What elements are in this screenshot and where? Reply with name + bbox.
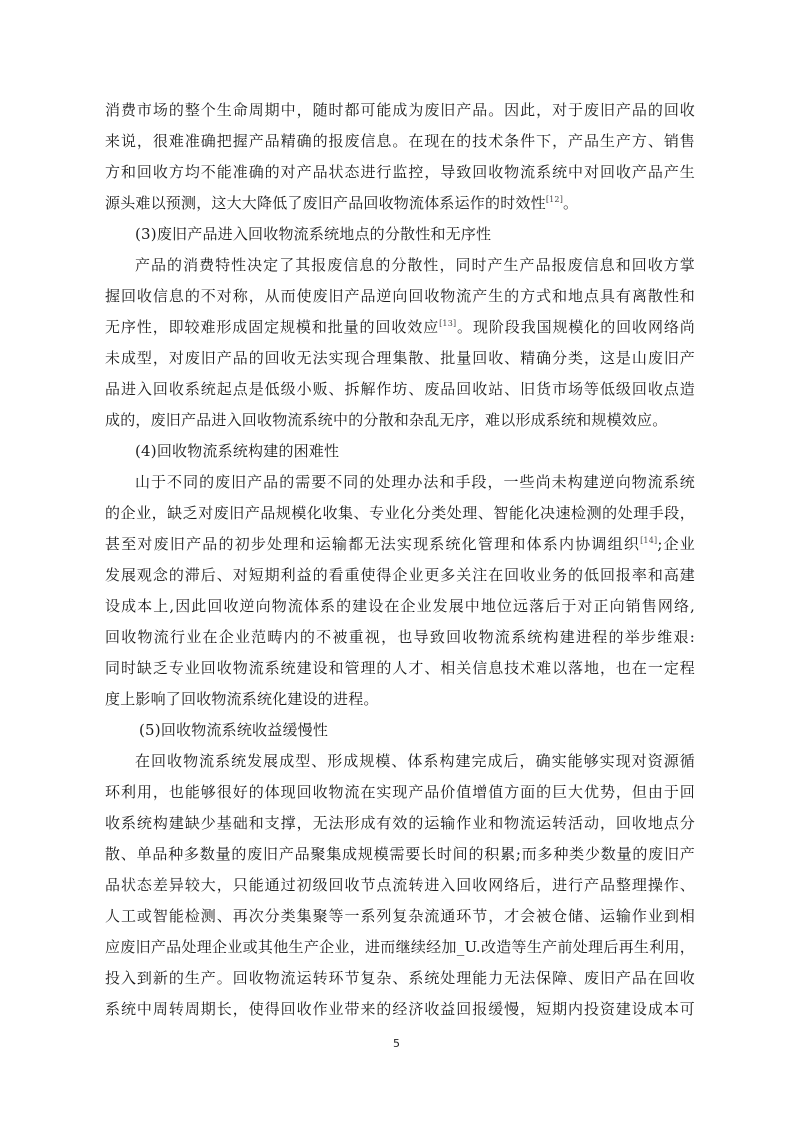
text-line: 环利用，也能够很好的体现回收物流在实现产品价值增值方面的巨大优势，但由于回 [105, 783, 695, 801]
text-line: 收系统构建缺少基础和支撑，无法形成有效的运输作业和物流运转活动，回收地点分 [105, 814, 695, 832]
text-line: 品状态差异较大，只能通过初级回收节点流转进入回收网络后，进行产品整理操作、 [105, 876, 695, 894]
text-line: 来说，很难准确把握产品精确的报废信息。在现在的技术条件下，产品生产方、销售 [105, 132, 695, 150]
text-line: 设成本上,因此回收逆向物流体系的建设在企业发展中地位远落后于对正向销售网络, [105, 597, 695, 615]
text-line: 无序性，即较难形成固定规模和批量的回收效应[13]。现阶段我国规模化的回收网络尚 [105, 318, 695, 336]
text-line: 源头难以预测，这大大降低了废旧产品回收物流体系运作的时效性[12]。 [105, 194, 579, 212]
text-line: 产品的消费特性决定了其报废信息的分散性，同时产生产品报废信息和回收方掌 [135, 256, 695, 274]
text-line: 投入到新的生产。回收物流运转环节复杂、系统处理能力无法保障、废旧产品在回收 [105, 969, 695, 987]
text-line: 在回收物流系统发展成型、形成规模、体系构建完成后，确实能够实现对资源循 [135, 752, 695, 770]
section-heading-5: (5)回收物流系统收益缓慢性 [139, 721, 329, 739]
section-heading-3: (3)废旧产品进入回收物流系统地点的分散性和无序性 [135, 225, 492, 243]
text-line: 发展观念的滞后、对短期利益的看重使得企业更多关注在回收业务的低回报率和高建 [105, 566, 695, 584]
body-text [105, 95, 695, 1025]
section-heading-4: (4)回收物流系统构建的困难性 [135, 442, 340, 460]
citation-ref: [14] [640, 536, 658, 545]
text-line: 未成型，对废旧产品的回收无法实现合理集散、批量回收、精确分类，这是山废旧产 [105, 349, 695, 367]
text-line: 握回收信息的不对称，从而使废旧产品逆向回收物流产生的方式和地点具有离散性和 [105, 287, 695, 305]
citation-ref: [13] [439, 319, 457, 328]
text-line: 消费市场的整个生命周期中，随时都可能成为废旧产品。因此，对于废旧产品的回收 [105, 101, 695, 119]
citation-ref: [12] [545, 195, 564, 204]
text-line: 回收物流行业在企业范畴内的不被重视，也导致回收物流系统构建进程的举步维艰: [105, 628, 695, 646]
text-line: 成的，废旧产品进入回收物流系统中的分散和杂乱无序，难以形成系统和规模效应。 [105, 411, 668, 429]
text-line: 人工或智能检测、再次分类集聚等一系列复杂流通环节，才会被仓储、运输作业到相 [105, 907, 695, 925]
text-line: 度上影响了回收物流系统化建设的进程。 [105, 690, 379, 708]
text-line: 散、单品种多数量的废旧产品聚集成规模需要长时间的积累;而多种类少数量的废旧产 [105, 845, 695, 863]
text-line: 品进入回收系统起点是低级小贩、拆解作坊、废品回收站、旧货市场等低级回收点造 [105, 380, 695, 398]
text-line: 同时缺乏专业回收物流系统建设和管理的人才、相关信息技术难以落地，也在一定程 [105, 659, 695, 677]
text-line: 系统中周转周期长，使得回收作业带来的经济收益回报缓慢，短期内投资建设成本可 [105, 1000, 695, 1018]
text-line: 甚至对废旧产品的初步处理和运输都无法实现系统化管理和体系内协调组织[14];企业 [105, 535, 695, 553]
text-line: 山于不同的废旧产品的需要不同的处理办法和手段，一些尚未构建逆向物流系统 [135, 473, 695, 491]
text-line: 应废旧产品处理企业或其他生产企业，进而继续经加_U.改造等生产前处理后再生利用， [105, 938, 695, 956]
text-line: 的企业，缺乏对废旧产品规模化收集、专业化分类处理、智能化决速检测的处理手段， [105, 504, 695, 522]
text-line: 方和回收方均不能准确的对产品状态进行监控，导致回收物流系统中对回收产品产生 [105, 163, 695, 181]
page-number: 5 [393, 1037, 400, 1050]
